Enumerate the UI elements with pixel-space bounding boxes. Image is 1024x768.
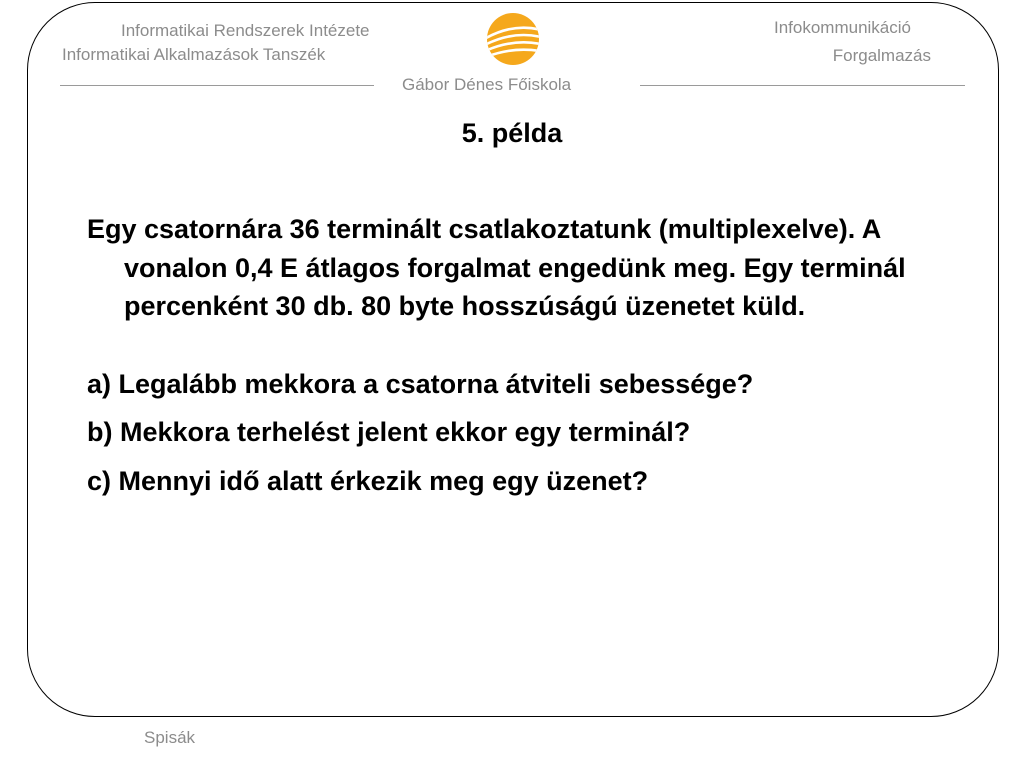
question-a: a) Legalább mekkora a csatorna átviteli sebessége?: [87, 368, 754, 399]
footer-author: Spisák: [144, 728, 196, 747]
slide-title: 5. példa: [461, 118, 563, 148]
problem-statement: Egy csatornára 36 terminált csatlakoztatunk (multiplexelve). A vonalon 0,4 E átlagos forgalmat engedünk meg. Egy terminál percenként 30 db. 80 byte hosszúságú üzenetet küld.: [87, 214, 906, 321]
header-rule-left: [60, 85, 374, 86]
header-institute: Informatikai Rendszerek Intézete: [121, 21, 370, 40]
header-subject-line1: Infokommunikáció: [773, 18, 911, 37]
slide-content: [87, 210, 957, 500]
question-c: c) Mennyi idő alatt érkezik meg egy üzenet?: [87, 465, 649, 496]
college-logo-icon: [485, 11, 541, 67]
header-department: Informatikai Alkalmazások Tanszék: [62, 45, 326, 64]
header-subject-line2: Forgalmazás: [832, 46, 931, 65]
header-school: Gábor Dénes Főiskola: [402, 75, 572, 94]
question-b: b) Mekkora terhelést jelent ekkor egy terminál?: [87, 417, 691, 447]
header-rule-right: [640, 85, 965, 86]
